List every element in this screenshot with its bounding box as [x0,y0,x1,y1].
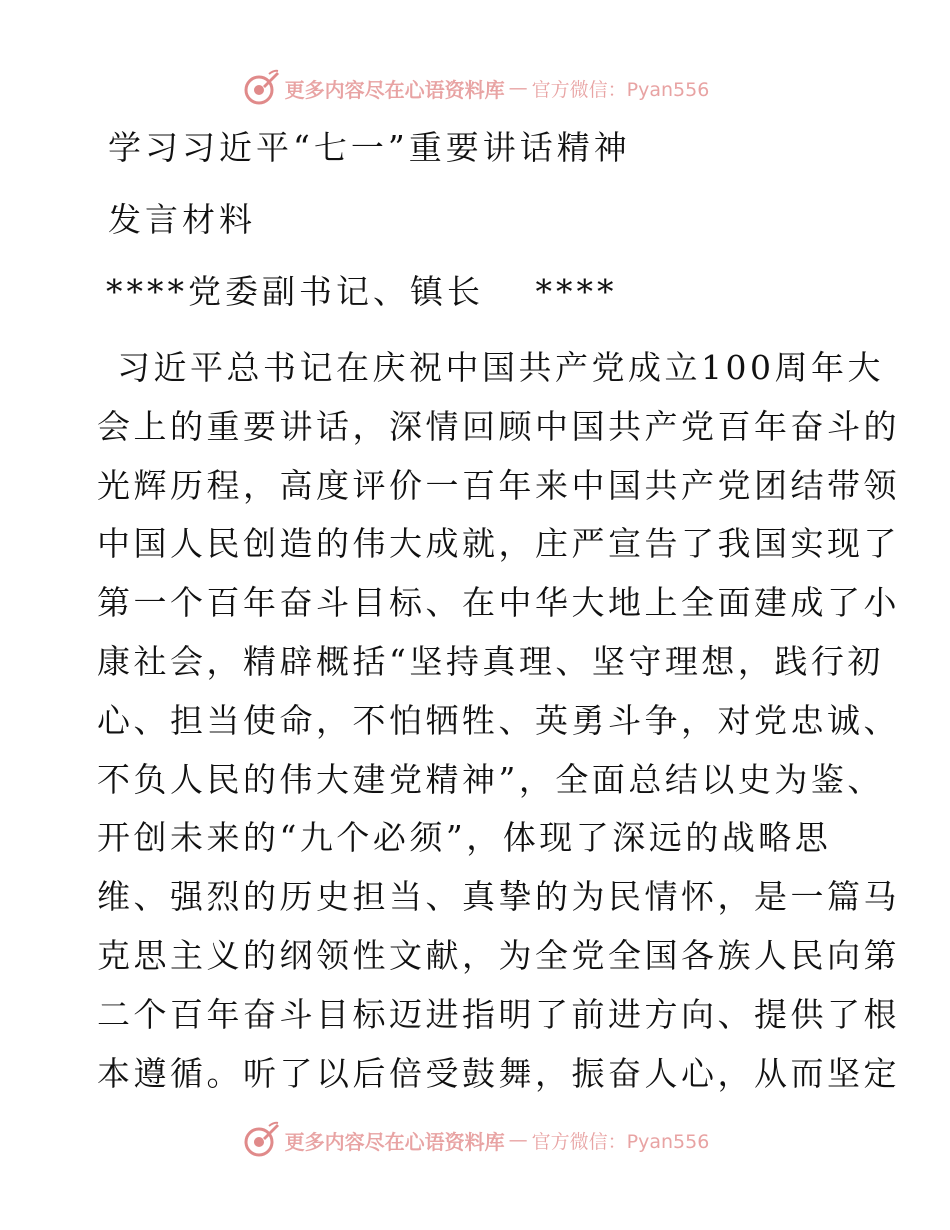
body-line: 二个百年奋斗目标迈进指明了前进方向、提供了根 [97,994,900,1034]
body-line: 本遵循。听了以后倍受鼓舞，振奋人心，从而坚定 [97,1053,900,1093]
body-line: 第一个百年奋斗目标、在中华大地上全面建成了小 [97,583,900,623]
author-line: ****党委副书记、镇长 **** [106,272,618,311]
watermark-contact: 官方微信：Pyan556 [531,78,710,101]
watermark-dash: — [508,77,528,99]
body-line: 光辉历程，高度评价一百年来中国共产党团结带领 [97,465,900,505]
body-line: 开创未来的“九个必须”，体现了深远的战略思 [97,818,832,858]
body-line: 中国人民创造的伟大成就，庄严宣告了我国实现了 [97,524,900,564]
watermark-header [0,68,950,108]
watermark-footer [0,1120,950,1160]
watermark-contact: 官方微信：Pyan556 [531,1130,710,1153]
pen-logo-icon [241,1120,281,1160]
body-line: 不负人民的伟大建党精神”，全面总结以史为鉴、 [97,759,884,799]
body-line: 习近平总书记在庆祝中国共产党成立100周年大 [117,348,884,387]
watermark-text: 更多内容尽在心语资料库 [284,77,505,102]
body-line: 克思主义的纲领性文献，为全党全国各族人民向第 [97,935,900,975]
body-line: 会上的重要讲话，深情回顾中国共产党百年奋斗的 [97,406,900,446]
document-subtitle: 发言材料 [108,200,256,239]
body-paragraph [97,346,900,1110]
body-line: 康社会，精辟概括“坚持真理、坚守理想，践行初 [97,641,884,681]
pen-logo-icon [241,68,281,108]
document-title: 学习习近平“七一”重要讲话精神 [108,128,631,167]
body-line: 心、担当使命，不怕牺牲、英勇斗争，对党忠诚、 [97,700,900,740]
watermark-dash: — [508,1129,528,1151]
watermark-text: 更多内容尽在心语资料库 [284,1129,505,1154]
body-line: 维、强烈的历史担当、真挚的为民情怀，是一篇马 [97,877,900,917]
